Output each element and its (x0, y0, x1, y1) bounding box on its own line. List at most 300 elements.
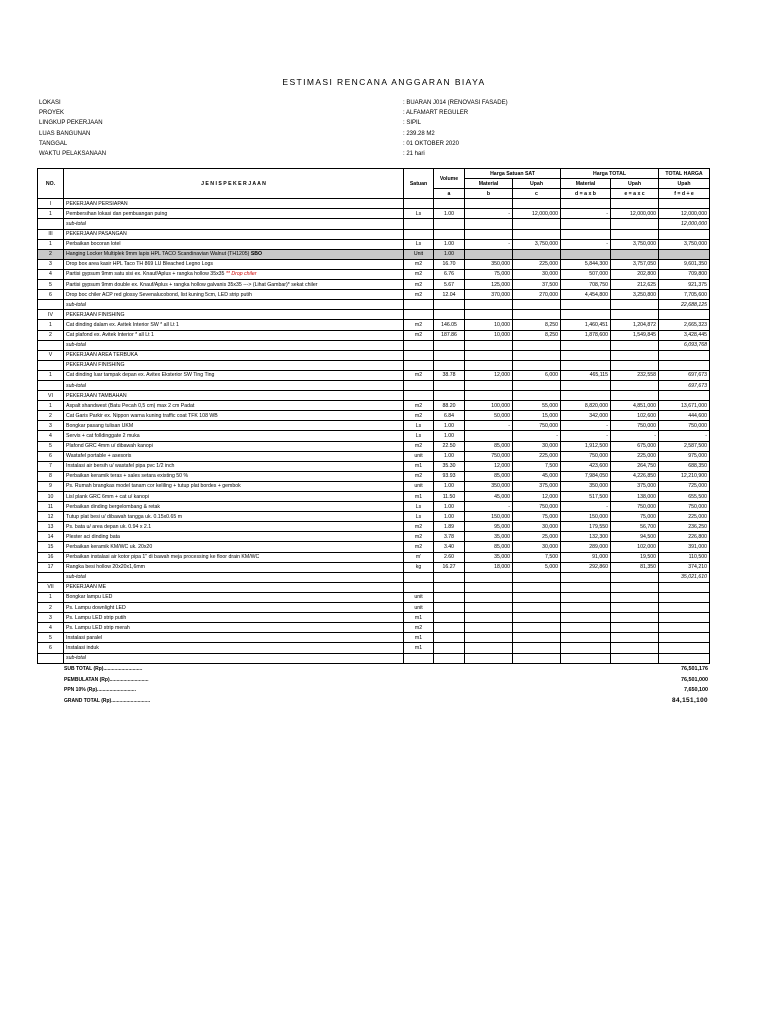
row-unit: m2 (404, 269, 434, 279)
row-labor-total: 1,204,872 (611, 320, 659, 330)
row-description (64, 330, 404, 340)
row-description (64, 290, 404, 300)
header-unit: Satuan (404, 169, 434, 199)
description-text: Ps. Lampu LED strip putih (66, 614, 127, 621)
info-value: : 01 OKTOBER 2020 (403, 140, 459, 147)
row-unit: Unit (404, 249, 434, 259)
total-label: GRAND TOTAL (Rp)............................ (64, 697, 151, 704)
row-labor-total: 102,600 (611, 411, 659, 421)
row-material-price: - (465, 502, 513, 512)
total-value: 76,501,000 (681, 676, 708, 683)
table-row (38, 512, 710, 522)
description-text: Ps. Rumah brangkas model tanam cor keliling + tutup plat bordes + gembok (66, 483, 241, 490)
row-grand-total: 2,665,323 (659, 320, 710, 330)
empty-cell (513, 572, 561, 582)
row-labor-total: - (611, 431, 659, 441)
row-material-price: 10,000 (465, 320, 513, 330)
section-title: PEKERJAAN FINISHING (64, 360, 404, 370)
row-material-total (561, 643, 611, 653)
row-material-price: - (465, 209, 513, 219)
info-row (39, 120, 729, 130)
info-row (39, 151, 729, 161)
row-labor-price: 7,500 (513, 552, 561, 562)
row-labor-total: 375,000 (611, 481, 659, 491)
total-row (64, 666, 708, 677)
empty-cell (561, 350, 611, 360)
header-upah: Upah (513, 179, 561, 189)
row-description (64, 269, 404, 279)
row-grand-total: 655,500 (659, 492, 710, 502)
row-no: III (38, 229, 64, 239)
table-row (38, 411, 710, 421)
row-volume: 2.60 (434, 552, 465, 562)
empty-cell (659, 310, 710, 320)
description-text: Ps. Lampu downlight LED (66, 604, 126, 611)
empty-cell (38, 340, 64, 350)
row-material-total: 517,500 (561, 492, 611, 502)
row-no: IV (38, 310, 64, 320)
subtotal-value (659, 653, 710, 663)
empty-cell (561, 229, 611, 239)
row-description (64, 562, 404, 572)
row-labor-price: 3,750,000 (513, 239, 561, 249)
row-labor-total: 94,500 (611, 532, 659, 542)
row-no: 14 (38, 532, 64, 542)
row-material-total: 292,860 (561, 562, 611, 572)
description-text: Hanging Locker Multiplek 9mm lapis HPL TACO Scandinavian Walnut (TH1205) (66, 251, 250, 258)
row-description (64, 431, 404, 441)
empty-cell (659, 582, 710, 592)
header-col-f: f = d + e (659, 189, 710, 199)
row-material-total: 4,454,800 (561, 290, 611, 300)
row-labor-price (513, 613, 561, 623)
empty-cell (434, 391, 465, 401)
row-labor-total (611, 623, 659, 633)
row-material-price: 350,000 (465, 481, 513, 491)
project-info (39, 100, 729, 161)
empty-cell (513, 219, 561, 229)
row-grand-total (659, 592, 710, 602)
row-grand-total (659, 249, 710, 259)
row-labor-price: 75,000 (513, 512, 561, 522)
empty-cell (513, 391, 561, 401)
description-tag: SBO (250, 251, 263, 258)
row-description (64, 461, 404, 471)
row-unit: unit (404, 592, 434, 602)
row-labor-price: 375,000 (513, 481, 561, 491)
description-text: Tutup plat besi u/ dibawah tangga uk. 0.15x0.65 m (66, 513, 183, 520)
row-no: 8 (38, 471, 64, 481)
row-material-total: 91,000 (561, 552, 611, 562)
row-grand-total: 697,673 (659, 370, 710, 380)
row-no: I (38, 199, 64, 209)
table-row (38, 320, 710, 330)
subtotal-row (38, 300, 710, 310)
empty-cell (611, 350, 659, 360)
row-description (64, 542, 404, 552)
row-labor-price: 30,000 (513, 269, 561, 279)
info-value: : BUARAN J014 (RENOVASI FASADE) (403, 100, 508, 106)
empty-cell (465, 219, 513, 229)
section-row (38, 310, 710, 320)
subtotal-value: 22,688,125 (659, 300, 710, 310)
row-labor-total: 19,500 (611, 552, 659, 562)
empty-cell (561, 582, 611, 592)
info-row (39, 141, 729, 151)
row-unit: m2 (404, 623, 434, 633)
row-no: 3 (38, 421, 64, 431)
row-volume: 1.00 (434, 431, 465, 441)
empty-cell (561, 360, 611, 370)
description-text: Partisi gypsum 9mm double ex. Knauf/Aplus + rangka hollow galvanis 35x35 ---> (Lihat Gambar)* sekat chiler (66, 281, 318, 288)
row-material-total: 350,000 (561, 481, 611, 491)
row-volume: 12.04 (434, 290, 465, 300)
empty-cell (513, 582, 561, 592)
row-volume (434, 603, 465, 613)
empty-cell (659, 391, 710, 401)
row-description (64, 320, 404, 330)
empty-cell (404, 300, 434, 310)
row-material-price: - (465, 239, 513, 249)
empty-cell (611, 340, 659, 350)
row-labor-price: 30,000 (513, 542, 561, 552)
info-row (39, 100, 729, 110)
table-row (38, 249, 710, 259)
subtotal-label: sub-total (64, 300, 404, 310)
row-labor-price: 55,000 (513, 401, 561, 411)
row-unit: m1 (404, 492, 434, 502)
table-row (38, 562, 710, 572)
row-no: 12 (38, 512, 64, 522)
row-description (64, 592, 404, 602)
description-text: Perbaikan instalasi air kotor pipa 1" di bawah meja processing ke floor drain KM/WC (66, 554, 260, 561)
row-no: 1 (38, 370, 64, 380)
header-col-a: a (434, 189, 465, 199)
row-no: 4 (38, 431, 64, 441)
empty-cell (513, 340, 561, 350)
empty-cell (404, 391, 434, 401)
table-row (38, 370, 710, 380)
empty-cell (434, 310, 465, 320)
row-description (64, 411, 404, 421)
row-material-total (561, 603, 611, 613)
row-no: 9 (38, 481, 64, 491)
empty-cell (434, 582, 465, 592)
table-row (38, 441, 710, 451)
empty-cell (561, 391, 611, 401)
row-material-total: 7,984,050 (561, 471, 611, 481)
row-volume: 146.05 (434, 320, 465, 330)
row-labor-total: 1,549,845 (611, 330, 659, 340)
row-grand-total: - (659, 431, 710, 441)
row-unit: m2 (404, 401, 434, 411)
row-labor-total: 81,350 (611, 562, 659, 572)
row-grand-total: 7,705,600 (659, 290, 710, 300)
row-volume: 1.89 (434, 522, 465, 532)
row-no: 5 (38, 280, 64, 290)
row-volume: 1.00 (434, 421, 465, 431)
table-row (38, 290, 710, 300)
info-label: WAKTU PELAKSANAAN (39, 150, 107, 157)
row-labor-total: 138,000 (611, 492, 659, 502)
row-material-price: 50,000 (465, 411, 513, 421)
row-material-total (561, 592, 611, 602)
row-no: 4 (38, 623, 64, 633)
description-text: Ps. bata u/ area depan uk. 0.94 x 2.1 (66, 523, 152, 530)
row-description (64, 471, 404, 481)
description-text: Ps. Lampu LED strip merah (66, 624, 130, 631)
subtotal-label: sub-total (64, 653, 404, 663)
empty-cell (513, 380, 561, 390)
row-volume: 187.86 (434, 330, 465, 340)
row-unit: m2 (404, 259, 434, 269)
subtotal-row (38, 572, 710, 582)
row-labor-total: 264,750 (611, 461, 659, 471)
row-unit: Ls (404, 239, 434, 249)
section-row (38, 350, 710, 360)
table-row (38, 421, 710, 431)
info-label: LUAS BANGUNAN (39, 130, 91, 137)
table-row (38, 633, 710, 643)
row-volume: 1.00 (434, 502, 465, 512)
info-value: : 239.28 M2 (403, 130, 435, 137)
subtotal-row (38, 380, 710, 390)
row-description (64, 623, 404, 633)
empty-cell (465, 582, 513, 592)
empty-cell (513, 653, 561, 663)
row-no: VII (38, 582, 64, 592)
header-volume: Volume (434, 169, 465, 189)
empty-cell (404, 310, 434, 320)
row-labor-total (611, 249, 659, 259)
subtotal-label: sub-total (64, 572, 404, 582)
row-material-total: 423,600 (561, 461, 611, 471)
row-grand-total: 236,250 (659, 522, 710, 532)
row-no: 6 (38, 451, 64, 461)
row-unit: unit (404, 451, 434, 461)
subtotal-label: sub-total (64, 219, 404, 229)
row-material-price: 12,000 (465, 370, 513, 380)
row-volume: 16.70 (434, 259, 465, 269)
empty-cell (513, 360, 561, 370)
description-text: Cat dinding luar tampak depan ex. Avitex Eksterior SW Ting Ting (66, 372, 215, 379)
row-grand-total: 921,375 (659, 280, 710, 290)
row-material-total: 708,750 (561, 280, 611, 290)
empty-cell (38, 653, 64, 663)
row-unit: unit (404, 603, 434, 613)
description-text: Drop boc chiler ACP red glossy Sevenalucobond, list kuning 5cm, LED strip putih (66, 291, 252, 298)
row-no (38, 360, 64, 370)
row-unit: m2 (404, 411, 434, 421)
row-grand-total: 13,671,000 (659, 401, 710, 411)
table-row (38, 280, 710, 290)
row-material-price: 370,000 (465, 290, 513, 300)
row-grand-total (659, 643, 710, 653)
info-label: LINGKUP PEKERJAAN (39, 120, 103, 127)
row-unit: m1 (404, 613, 434, 623)
row-labor-price (513, 592, 561, 602)
total-label: SUB TOTAL (Rp)............................ (64, 666, 143, 672)
subtotal-value: 12,000,000 (659, 219, 710, 229)
empty-cell (465, 360, 513, 370)
section-row (38, 199, 710, 209)
table-row (38, 532, 710, 542)
empty-cell (513, 229, 561, 239)
row-grand-total: 688,350 (659, 461, 710, 471)
row-description (64, 492, 404, 502)
row-volume: 93.93 (434, 471, 465, 481)
row-material-price: 45,000 (465, 492, 513, 502)
row-labor-total: 232,558 (611, 370, 659, 380)
row-description (64, 502, 404, 512)
row-unit: m2 (404, 542, 434, 552)
empty-cell (434, 350, 465, 360)
empty-cell (611, 391, 659, 401)
empty-cell (404, 219, 434, 229)
info-value: : 21 hari (403, 150, 425, 157)
row-no: 4 (38, 269, 64, 279)
row-unit: m2 (404, 532, 434, 542)
row-volume: 6.76 (434, 269, 465, 279)
row-grand-total: 3,428,445 (659, 330, 710, 340)
row-material-total: - (561, 239, 611, 249)
row-description (64, 613, 404, 623)
row-labor-total: 225,000 (611, 451, 659, 461)
row-labor-price: 225,000 (513, 451, 561, 461)
empty-cell (404, 572, 434, 582)
row-no: 7 (38, 461, 64, 471)
row-description (64, 239, 404, 249)
row-unit: m2 (404, 290, 434, 300)
row-material-price (465, 603, 513, 613)
row-material-price: 85,000 (465, 441, 513, 451)
info-label: PROYEK (39, 110, 65, 117)
header-harga-total: Harga TOTAL (561, 169, 659, 179)
budget-table (37, 168, 710, 664)
row-unit: m2 (404, 320, 434, 330)
empty-cell (434, 360, 465, 370)
header-upah-grand: Upah (659, 179, 710, 189)
row-unit: m2 (404, 280, 434, 290)
table-row (38, 259, 710, 269)
row-description (64, 643, 404, 653)
row-grand-total: 110,500 (659, 552, 710, 562)
totals-block (64, 666, 708, 708)
row-material-price (465, 623, 513, 633)
header-material: Material (465, 179, 513, 189)
row-no: 5 (38, 441, 64, 451)
row-volume: 5.67 (434, 280, 465, 290)
section-title: PEKERJAAN AREA TERBUKA (64, 350, 404, 360)
row-material-price: 85,000 (465, 542, 513, 552)
row-material-total: - (561, 209, 611, 219)
row-labor-total (611, 603, 659, 613)
row-material-price (465, 613, 513, 623)
row-material-price (465, 249, 513, 259)
table-row (38, 431, 710, 441)
row-material-total (561, 613, 611, 623)
row-material-price: 100,000 (465, 401, 513, 411)
description-text: Instalasi air bersih u/ wastafel pipa pvc 1/2 inch (66, 463, 175, 470)
row-grand-total: 750,000 (659, 502, 710, 512)
row-description (64, 481, 404, 491)
row-material-price: 35,000 (465, 532, 513, 542)
row-labor-total: 12,000,000 (611, 209, 659, 219)
row-material-total: 179,550 (561, 522, 611, 532)
row-material-price: 95,000 (465, 522, 513, 532)
row-grand-total (659, 603, 710, 613)
description-text: Perbaikan bocoran lotel (66, 241, 121, 248)
row-no: 13 (38, 522, 64, 532)
info-row (39, 131, 729, 141)
row-labor-price: - (513, 431, 561, 441)
empty-cell (561, 380, 611, 390)
subtotal-label: sub-total (64, 340, 404, 350)
empty-cell (38, 300, 64, 310)
subtotal-row (38, 340, 710, 350)
row-no: 6 (38, 290, 64, 300)
empty-cell (611, 582, 659, 592)
row-description (64, 512, 404, 522)
total-row (64, 677, 708, 688)
row-labor-total (611, 613, 659, 623)
empty-cell (465, 380, 513, 390)
row-labor-price: 5,000 (513, 562, 561, 572)
empty-cell (434, 572, 465, 582)
info-label: TANGGAL (39, 140, 68, 147)
row-no: 11 (38, 502, 64, 512)
row-material-total (561, 623, 611, 633)
subtotal-row (38, 219, 710, 229)
empty-cell (434, 300, 465, 310)
row-material-price: 12,000 (465, 461, 513, 471)
row-no: 10 (38, 492, 64, 502)
row-labor-price: 37,500 (513, 280, 561, 290)
subtotal-value: 6,093,768 (659, 340, 710, 350)
row-description (64, 421, 404, 431)
header-col-e: e = a x c (611, 189, 659, 199)
row-description (64, 633, 404, 643)
row-labor-total (611, 592, 659, 602)
row-grand-total (659, 623, 710, 633)
empty-cell (465, 300, 513, 310)
row-labor-price: 225,000 (513, 259, 561, 269)
row-labor-price: 750,000 (513, 421, 561, 431)
row-description (64, 259, 404, 269)
row-grand-total: 444,600 (659, 411, 710, 421)
row-volume (434, 633, 465, 643)
empty-cell (513, 310, 561, 320)
row-grand-total: 225,000 (659, 512, 710, 522)
description-text: Partisi gypsum 9mm satu sisi ex. Knauf/Aplus + rangka hollow 35x35 (66, 271, 225, 278)
row-labor-price (513, 643, 561, 653)
empty-cell (561, 219, 611, 229)
row-labor-price (513, 633, 561, 643)
row-description (64, 441, 404, 451)
row-material-total: 150,000 (561, 512, 611, 522)
row-material-total: - (561, 431, 611, 441)
empty-cell (611, 380, 659, 390)
row-unit: Ls (404, 421, 434, 431)
row-labor-total: 675,000 (611, 441, 659, 451)
total-value: 84,151,100 (672, 696, 708, 704)
row-volume: 1.00 (434, 512, 465, 522)
empty-cell (561, 572, 611, 582)
empty-cell (465, 653, 513, 663)
info-row (39, 110, 729, 120)
row-no: 17 (38, 562, 64, 572)
empty-cell (404, 360, 434, 370)
